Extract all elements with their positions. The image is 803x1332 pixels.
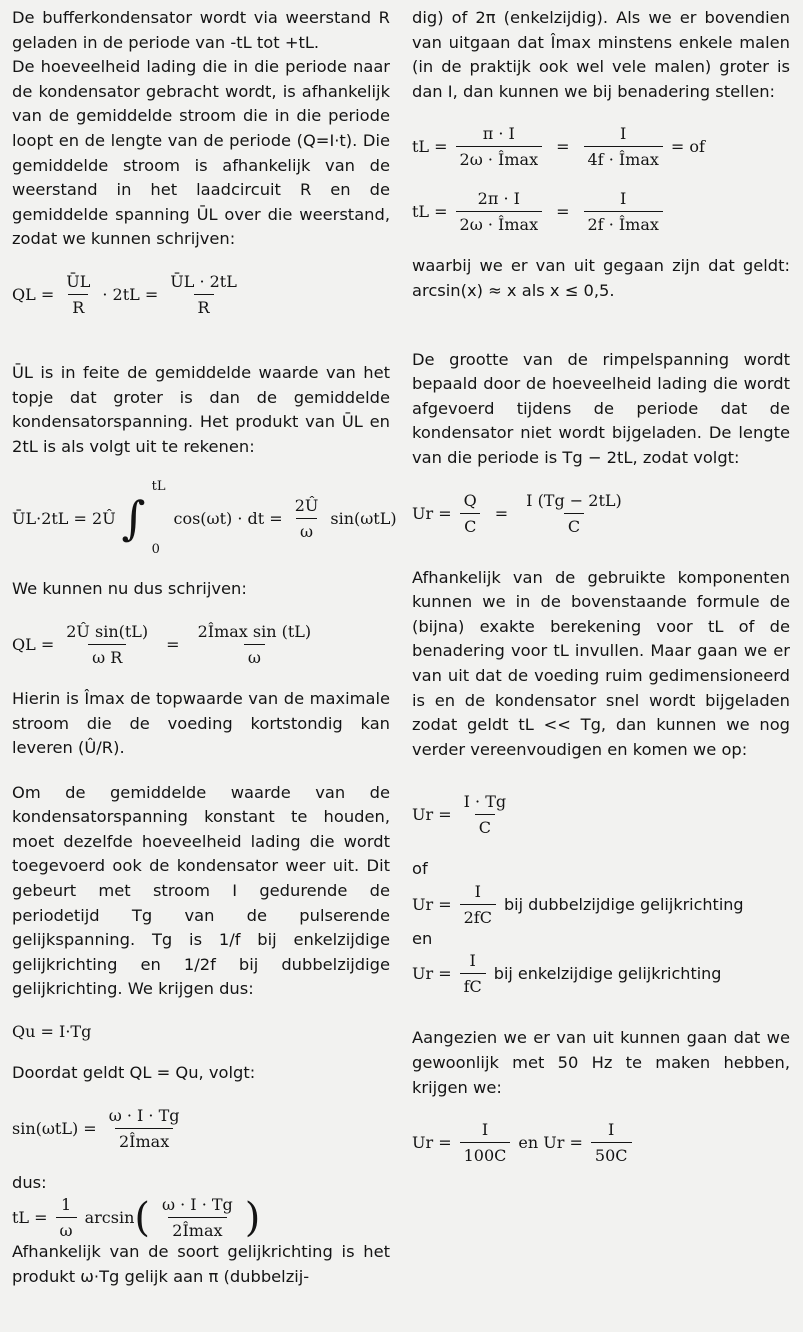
equation-tl-approx-1: tL = $\frac{\pi \cdot I}{2\omega \cdot Î\max}$ = $\frac{I}{4f \cdot Î\max}$ = of xyxy=(412,124,705,170)
paragraph: Hierin is Îmax de topwaarde van de maximale stroom die de voeding kortstondig kan leveren (Û/R). xyxy=(12,688,390,758)
equation-qu: Qu = I·Tg xyxy=(12,1022,92,1042)
paragraph: Doordat geldt QL = Qu, volgt: xyxy=(12,1063,256,1083)
equation-ur: Ur = $\frac{Q}{C}$ = $\frac{I (Tg - 2tL)}{C}$ xyxy=(412,490,622,536)
paragraph: De grootte van de rimpelspanning wordt bepaald door de hoeveelheid lading die wordt afgevoerd tijdens de periode dat de kondensator niet wordt bijgeladen. De lengte van die periode is Tg − 2tL, zodat volgt: xyxy=(412,349,790,467)
paragraph-en: en xyxy=(412,928,433,948)
equation-tl-approx-2: tL = $\frac{2\pi \cdot I}{2\omega \cdot Î\max}$ = $\frac{I}{2f \cdot Î\max}$ xyxy=(412,189,790,234)
integral-sign: ∫ xyxy=(121,491,146,546)
equation-ql: QL = $\frac{\text{2Û sin(tL)}}{\text{ω R}}$ = $\frac{\text{2Îmax sin (tL)}}{\omega}$ xyxy=(12,621,312,667)
paragraph: We kunnen nu dus schrijven: xyxy=(12,579,247,599)
paragraph: De bufferkondensator wordt via weerstand R geladen in de periode van -tL tot +tL. xyxy=(12,8,390,52)
paragraph: dig) of 2π (enkelzijdig). Als we er bovendien van uitgaan dat Îmax minstens enkele malen (in de praktijk ook wel vele malen) groter is dan I, dan kunnen we bij benadering stellen: xyxy=(412,8,790,101)
paragraph: Aangezien we er van uit kunnen gaan dat we gewoonlijk met 50 Hz te maken hebben, krijgen we: xyxy=(412,1028,790,1097)
paragraph: dus: xyxy=(12,1172,47,1192)
equation-charge: QL = $\frac{ŪL}{R}$ · 2tL = $\frac{ŪL \cdot 2tL}{R}$ xyxy=(12,271,237,317)
paragraph: Om de gemiddelde waarde van de kondensatorspanning konstant te houden, moet dezelfde hoeveelheid lading die wordt toegevoerd ook de kondensator weer uit. Dit gebeurt met stroom I gedurende de periodetijd Tg van de pulserende gelijkspanning. Tg is 1/f bij enkelzijdige gelijkrichting en 1/2f bij dubbelzijdige gelijkrichting. We krijgen dus: xyxy=(12,782,390,999)
paragraph: Afhankelijk van de gebruikte komponenten kunnen we in de bovenstaande formule de (bijna) exakte berekening voor tL of de benadering voor tL invullen. Maar gaan we er van uit dat de voeding ruim gedimensioneerd is en de kondensator snel wordt bijgeladen zodat geldt tL << Tg, dan kunnen we nog verder vereenvoudigen en komen we op: xyxy=(412,567,790,759)
equation-integral: ŪL·2tL = 2Û ∫ tL 0 cos(ωt) · dt = $\frac{2Û}{\omega}$ sin(ωtL) xyxy=(12,479,397,558)
equation-ur-single: Ur = $\frac{I}{fC}$ bij enkelzijdige gelijkrichting xyxy=(412,951,722,997)
left-column xyxy=(12,6,397,1289)
right-column xyxy=(412,6,790,1165)
equation-ur-simple: Ur = $\frac{I \cdot Tg}{C}$ xyxy=(412,792,507,838)
paragraph-of: of xyxy=(412,859,428,879)
equation-ur-50hz: Ur = $\frac{I}{100C}$ en Ur = $\frac{I}{50C}$ xyxy=(412,1120,790,1165)
paragraph: waarbij we er van uit gegaan zijn dat geldt: arcsin(x) ≈ x als x ≤ 0,5. xyxy=(412,256,790,300)
equation-ur-double: Ur = $\frac{I}{2fC}$ bij dubbelzijdige gelijkrichting xyxy=(412,881,744,927)
equation-sin: sin(ωtL) = $\frac{\omega \cdot I \cdot Tg}{2Î\max}$ xyxy=(12,1105,180,1151)
paragraph: De hoeveelheid lading die in die periode naar de kondensator gebracht wordt, is afhankelijk van de gemiddelde stroom die in die periode loopt en de lengte van de periode (Q=I·t). Die gemiddelde stroom is afhankelijk van de weerstand in het laadcircuit R en de gemiddelde spanning ŪL over die weerstand, zodat we kunnen schrijven: xyxy=(12,57,390,249)
paragraph: Afhankelijk van de soort gelijkrichting is het produkt ω·Tg gelijk aan π (dubbelzij- xyxy=(12,1242,390,1286)
equation-tl: tL = $\frac{1}{\omega}$ arcsin ( $\frac{\omega \cdot I \cdot Tg}{2Î\max}$ ) xyxy=(12,1194,261,1241)
paragraph: ŪL is in feite de gemiddelde waarde van het topje dat groter is dan de gemiddelde kondensatorspanning. Het produkt van ŪL en 2tL is als volgt uit te rekenen: xyxy=(12,362,390,456)
